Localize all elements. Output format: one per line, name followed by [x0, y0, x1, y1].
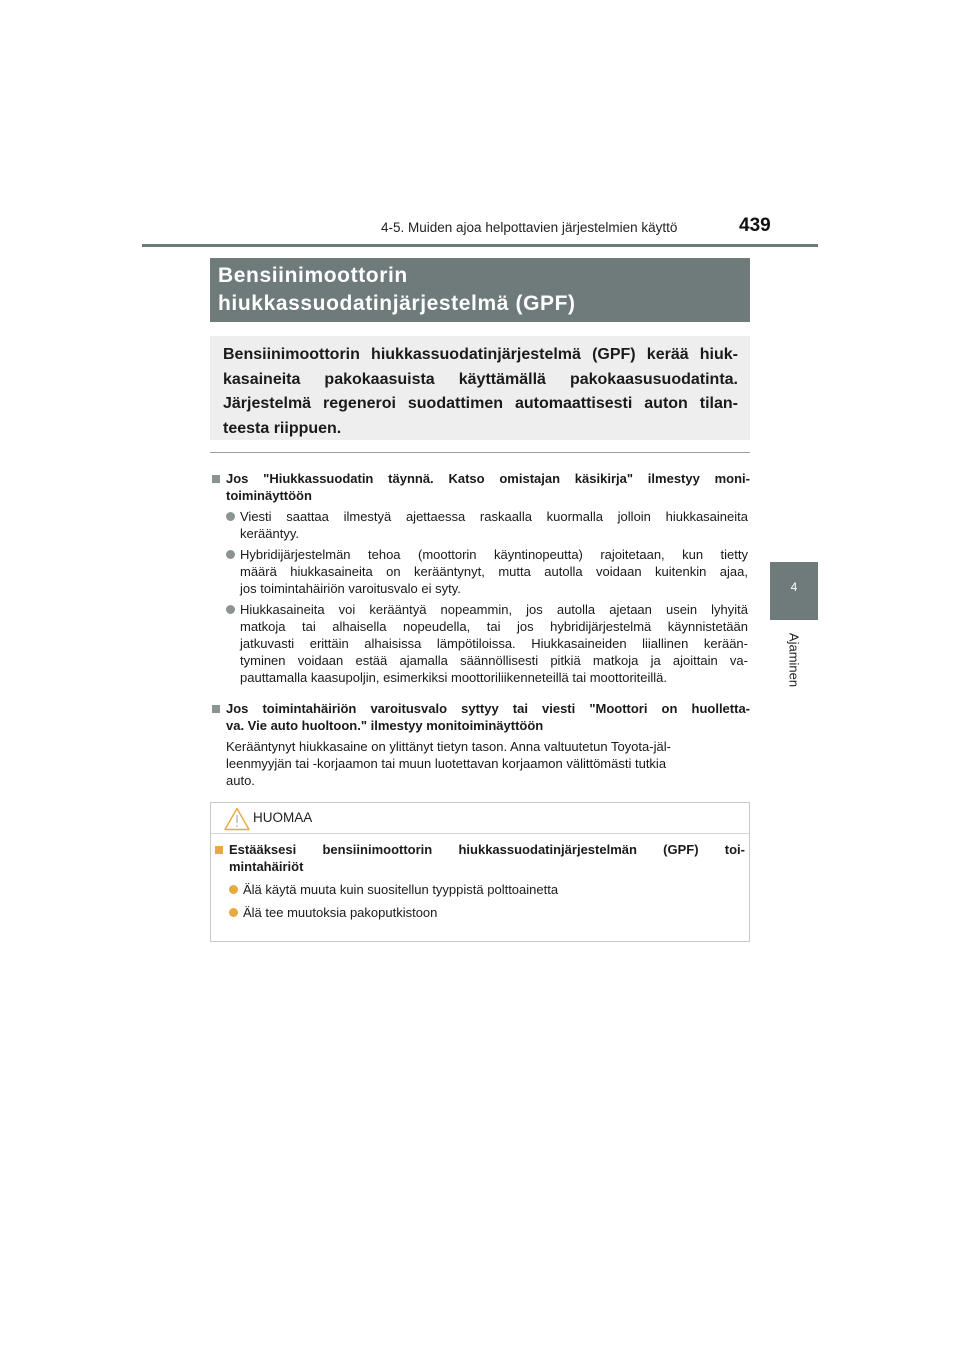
body-line: auto.: [226, 773, 255, 788]
header-divider: [142, 244, 818, 247]
notice-title: HUOMAA: [253, 810, 313, 825]
bullet-line: jatkuvasti erittäin alhaisissa lämpötiloissa. Hiukkasaineiden liiallinen kerään-: [240, 636, 748, 651]
notice-bullet: Älä tee muutoksia pakoputkistoon: [243, 905, 438, 920]
round-bullet-icon: [226, 512, 235, 521]
intro-summary: [210, 336, 750, 440]
list-item: [212, 601, 750, 686]
section-heading: [212, 470, 750, 504]
section-filter-full: [212, 470, 750, 686]
notice-bullet: Älä käytä muuta kuin suositellun tyyppistä polttoainetta: [243, 882, 559, 897]
bullet-line: kerääntyy.: [240, 526, 300, 541]
round-bullet-icon: [229, 908, 238, 917]
title-banner: [210, 258, 750, 322]
round-bullet-icon: [229, 885, 238, 894]
page-number: 439: [739, 215, 771, 236]
bullet-line: Hiukkasaineita voi kerääntyä nopeammin, jos autolla ajetaan usein lyhyitä: [240, 602, 748, 617]
list-item: [212, 508, 750, 542]
chapter-label: Ajaminen: [786, 632, 802, 688]
section-title: 4-5. Muiden ajoa helpottavien järjestelmien käyttö: [381, 220, 678, 235]
notice-box: [210, 802, 750, 942]
warning-triangle-icon: [224, 807, 250, 831]
notice-header: [211, 803, 749, 834]
body-line: leenmyyjän tai -korjaamon tai muun luotettavan korjaamon välittömästi tutkia: [226, 756, 667, 771]
body-line: Kerääntynyt hiukkasaine on ylittänyt tietyn tason. Anna valtuutetun Toyota-jäl-: [226, 739, 671, 754]
section-body: [226, 738, 750, 789]
heading-line: Jos toimintahäiriön varoitusvalo syttyy tai viesti "Moottori on huolletta-: [226, 701, 750, 716]
square-bullet-icon: [215, 846, 223, 854]
list-item: [212, 546, 750, 597]
square-bullet-icon: [212, 705, 220, 713]
section-heading: [212, 700, 750, 734]
heading-line: toiminäyttöön: [226, 488, 312, 503]
list-item: [215, 881, 745, 898]
bullet-line: Hybridijärjestelmän tehoa (moottorin käyntinopeutta) rajoitetaan, kun tietty: [240, 547, 748, 562]
title-line-1: Bensiinimoottorin: [218, 264, 408, 287]
heading-line: Estääksesi bensiinimoottorin hiukkassuodatinjärjestelmän (GPF) toi-: [229, 842, 745, 857]
bullet-line: matkoja tai alhaisella nopeudella, tai jos hybridijärjestelmä käynnistetään: [240, 619, 748, 634]
intro-line: Bensiinimoottorin hiukkassuodatinjärjestelmä (GPF) kerää hiuk-: [223, 346, 738, 363]
intro-line: kasaineita pakokaasuista käyttämällä pakokaasusuodatinta.: [223, 370, 738, 388]
round-bullet-icon: [226, 550, 235, 559]
chapter-number: 4: [790, 580, 798, 594]
bullet-line: pauttamalla kaasupoljin, esimerkiksi moottoriliikenneteillä tai moottoriteillä.: [240, 670, 668, 685]
intro-line: teesta riippuen.: [223, 419, 342, 437]
round-bullet-icon: [226, 605, 235, 614]
notice-body: [215, 841, 745, 921]
bullet-line: Viesti saattaa ilmestyä ajettaessa raskaalla kuormalla jolloin hiukkasaineita: [240, 509, 748, 524]
section-malfunction-light: [212, 700, 750, 789]
intro-divider: [210, 452, 750, 453]
intro-line: Järjestelmä regeneroi suodattimen automaattisesti auton tilan-: [223, 395, 738, 412]
heading-line: mintahäiriöt: [229, 859, 304, 874]
title-line-2: hiukkassuodatinjärjestelmä (GPF): [218, 292, 576, 315]
heading-line: Jos "Hiukkassuodatin täynnä. Katso omistajan käsikirja" ilmestyy moni-: [226, 471, 750, 486]
notice-heading: [215, 841, 745, 875]
bullet-line: jos toimintahäiriön varoitusvalo ei syty.: [240, 581, 461, 596]
bullet-line: määrä hiukkasaineita on kerääntynyt, mutta autolla voidaan kuitenkin ajaa,: [240, 564, 748, 579]
list-item: [215, 904, 745, 921]
bullet-line: tyminen voidaan estää ajamalla säännöllisesti pitkiä matkoja ja ajoittain va-: [240, 653, 748, 668]
square-bullet-icon: [212, 475, 220, 483]
heading-line: va. Vie auto huoltoon." ilmestyy monitoiminäyttöön: [226, 718, 544, 733]
